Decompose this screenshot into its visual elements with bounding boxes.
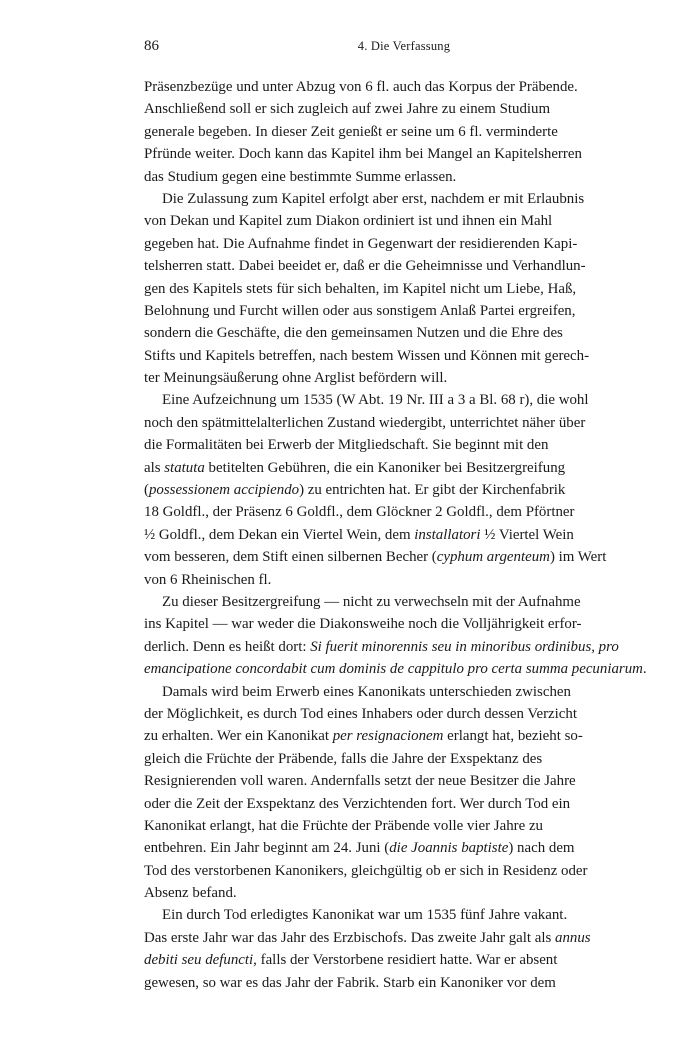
text-run: das Studium gegen eine bestimmte Summe erlassen. — [144, 168, 457, 185]
text-run: noch den spätmittelalterlichen Zustand wiedergibt, unterrichtet näher über — [144, 414, 586, 431]
text-line — [144, 233, 664, 255]
italic-text: debiti seu defuncti — [144, 952, 254, 969]
text-line — [144, 389, 664, 411]
text-line — [144, 434, 664, 456]
text-run: ins Kapitel — war weder die Diakonsweihe noch die Volljährigkeit erfor- — [144, 616, 582, 633]
text-line — [144, 703, 664, 725]
text-run: gegeben hat. Die Aufnahme findet in Gegenwart der residierenden Kapi- — [144, 235, 578, 252]
text-line — [144, 524, 664, 546]
text-run: ) im Wert — [549, 549, 607, 566]
text-run: vom besseren, dem Stift einen silbernen Becher ( — [144, 549, 437, 566]
text-run: Belohnung und Furcht willen oder aus sonstigem Anlaß Partei ergreifen, — [144, 302, 576, 319]
text-run: die Formalitäten bei Erwerb der Mitgliedschaft. Sie beginnt mit den — [144, 437, 549, 454]
text-run: derlich. Denn es heißt dort: — [144, 638, 311, 655]
text-run: gewesen, so war es das Jahr der Fabrik. Starb ein Kanoniker vor dem — [144, 974, 556, 991]
text-line — [144, 255, 664, 277]
text-run: generale begeben. In dieser Zeit genießt er seine um 6 fl. verminderte — [144, 123, 558, 140]
text-line — [144, 166, 664, 188]
text-line — [144, 725, 664, 747]
text-run: Kanonikat erlangt, hat die Früchte der Präbende volle vier Jahre zu — [144, 817, 544, 834]
text-run: Anschließend soll er sich zugleich auf zwei Jahre zu einem Studium — [144, 101, 551, 118]
text-run: ) nach dem — [508, 840, 575, 857]
italic-text: installatori — [414, 526, 481, 543]
text-line — [144, 770, 664, 792]
italic-text: die Joannis baptiste — [389, 840, 509, 857]
paragraph — [144, 681, 664, 905]
text-run: betitelten Gebühren, die ein Kanoniker bei Besitzergreifung — [204, 459, 566, 476]
text-run: erlangt hat, bezieht so- — [443, 728, 583, 745]
text-run: ) zu entrichten hat. Er gibt der Kirchenfabrik — [299, 482, 566, 499]
text-line — [144, 98, 664, 120]
text-line — [144, 367, 664, 389]
text-line — [144, 569, 664, 591]
text-line — [144, 748, 664, 770]
text-line — [144, 972, 664, 994]
text-line — [144, 143, 664, 165]
text-line — [144, 479, 664, 501]
text-run: ½ Goldfl., dem Dekan ein Viertel Wein, dem — [144, 526, 415, 543]
text-line — [144, 300, 664, 322]
text-run: zu erhalten. Wer ein Kanonikat — [144, 728, 333, 745]
text-line — [144, 658, 664, 680]
text-run: oder die Zeit der Exspektanz des Verzichtenden fort. Wer durch Tod ein — [144, 795, 571, 812]
italic-text: emancipatione concordabit cum dominis de cappitulo pro certa summa pecuniarum — [144, 661, 643, 678]
paragraph — [144, 188, 664, 390]
text-line — [144, 681, 664, 703]
text-line — [144, 457, 664, 479]
text-run: Tod des verstorbenen Kanonikers, gleichgültig ob er sich in Residenz oder — [144, 862, 588, 879]
text-run: Präsenzbezüge und unter Abzug von 6 fl. auch das Korpus der Präbende. — [144, 79, 578, 95]
text-run: von Dekan und Kapitel zum Diakon ordiniert ist und ihnen ein Mahl — [144, 213, 553, 230]
running-head: 4. Die Verfassung — [357, 39, 451, 53]
italic-text: cyphum argenteum — [436, 549, 550, 566]
body-text — [144, 76, 664, 994]
text-run: ( — [144, 482, 149, 499]
italic-text: Si fuerit minorennis seu in minoribus ordinibus, pro — [310, 638, 619, 655]
text-run: der Möglichkeit, es durch Tod eines Inhabers oder durch dessen Verzicht — [144, 705, 577, 722]
text-run: , falls der Verstorbene residiert hatte. War er absent — [253, 952, 558, 969]
text-run: von 6 Rheinischen fl. — [144, 571, 272, 588]
text-run: telsherren statt. Dabei beeidet er, daß er die Geheimnisse und Verhandlun- — [144, 258, 586, 275]
text-line — [144, 793, 664, 815]
text-run: Zu dieser Besitzergreifung — nicht zu verwechseln mit der Aufnahme — [162, 593, 581, 610]
page-number: 86 — [144, 38, 159, 54]
text-line — [144, 882, 664, 904]
italic-text: possessionem accipiendo — [148, 482, 300, 499]
text-run: als — [144, 459, 165, 476]
text-line — [144, 546, 664, 568]
text-line — [144, 613, 664, 635]
paragraph — [144, 76, 664, 188]
text-run: gleich die Früchte der Präbende, falls die Jahre der Exspektanz des — [144, 750, 543, 767]
text-run: Absenz befand. — [144, 885, 237, 902]
paragraph — [144, 389, 664, 591]
text-line — [144, 949, 664, 971]
text-line — [144, 188, 664, 210]
text-run: sondern die Geschäfte, die den gemeinsamen Nutzen und die Ehre des — [144, 325, 563, 342]
text-run: Stifts und Kapitels betreffen, nach bestem Wissen und Können mit gerech- — [144, 347, 590, 364]
text-run: ½ Viertel Wein — [480, 526, 574, 543]
text-line — [144, 76, 664, 98]
text-line — [144, 278, 664, 300]
text-line — [144, 591, 664, 613]
text-line — [144, 837, 664, 859]
text-line — [144, 210, 664, 232]
text-run: . — [642, 661, 647, 678]
text-run: Damals wird beim Erwerb eines Kanonikats unterschieden zwischen — [162, 683, 571, 700]
paragraph — [144, 591, 664, 681]
text-run: Eine Aufzeichnung um 1535 (W Abt. 19 Nr. III a 3 a Bl. 68 r), die wohl — [162, 392, 589, 409]
text-line — [144, 322, 664, 344]
italic-text: statuta — [164, 459, 205, 476]
text-line — [144, 345, 664, 367]
text-run: gen des Kapitels stets für sich behalten, im Kapitel nicht um Liebe, Haß, — [144, 280, 577, 297]
italic-text: per resignacionem — [332, 728, 444, 745]
text-line — [144, 815, 664, 837]
text-run: 18 Goldfl., der Präsenz 6 Goldfl., dem Glöckner 2 Goldfl., dem Pförtner — [144, 504, 575, 521]
text-run: entbehren. Ein Jahr beginnt am 24. Juni ( — [144, 840, 390, 857]
text-line — [144, 860, 664, 882]
text-run: ter Meinungsäußerung ohne Arglist befördern will. — [144, 370, 448, 387]
text-line — [144, 412, 664, 434]
text-line — [144, 636, 664, 658]
text-run: Pfründe weiter. Doch kann das Kapitel ihm bei Mangel an Kapitelsherren — [144, 146, 582, 163]
text-run: Ein durch Tod erledigtes Kanonikat war um 1535 fünf Jahre vakant. — [162, 907, 568, 924]
text-line — [144, 501, 664, 523]
text-line — [144, 904, 664, 926]
text-line — [144, 121, 664, 143]
text-run: Das erste Jahr war das Jahr des Erzbischofs. Das zweite Jahr galt als — [144, 929, 556, 946]
text-run: Die Zulassung zum Kapitel erfolgt aber erst, nachdem er mit Erlaubnis — [162, 190, 585, 207]
page-header — [144, 38, 664, 58]
text-line — [144, 927, 664, 949]
italic-text: annus — [555, 929, 591, 946]
text-run: Resignierenden voll waren. Andernfalls setzt der neue Besitzer die Jahre — [144, 773, 576, 790]
paragraph — [144, 904, 664, 994]
